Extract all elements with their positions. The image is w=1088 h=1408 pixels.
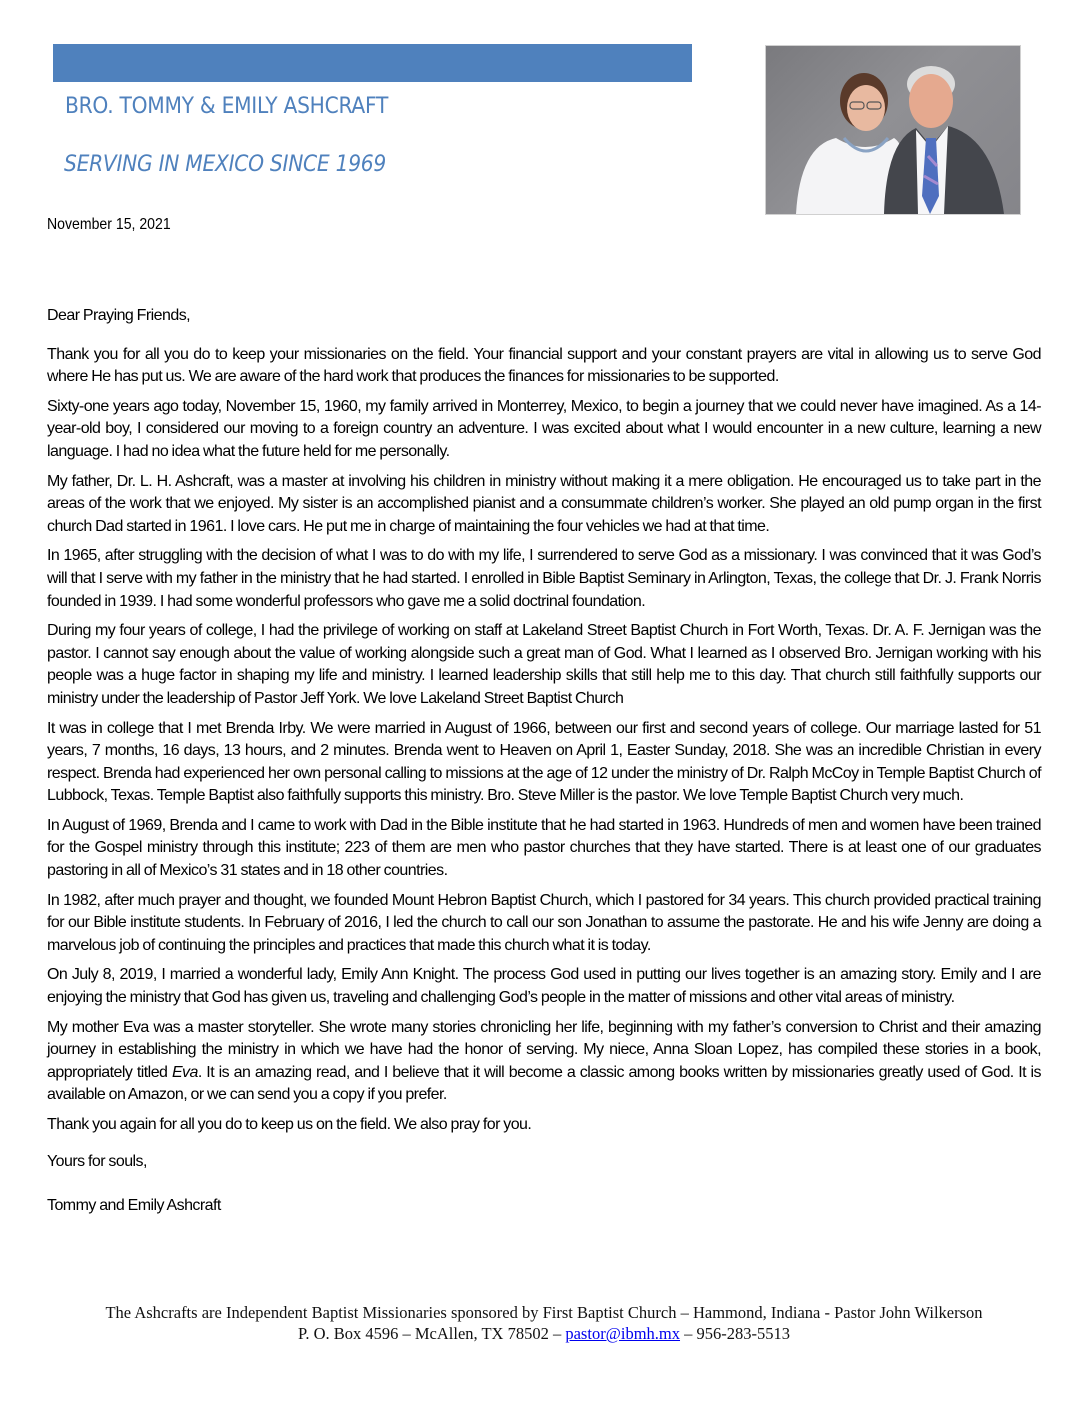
letter-final-paragraph: Thank you again for all you do to keep us on the field. We also pray for you.: [47, 1116, 532, 1133]
footer-contact-line: [0, 1323, 1088, 1344]
letter-paragraph: In 1965, after struggling with the decision of what I was to do with my life, I surrendered to serve God as a missionary. I was convinced that it was God’s will that I serve with my father in the ministry that he had started. I enrolled in Bible Baptist Seminary in Arlington, Texas, the college that Dr. J. Frank Norris founded in 1939. I had some wonderful professors who gave me a solid doctrinal foundation.: [47, 547, 1041, 610]
letter-paragraph: In August of 1969, Brenda and I came to work with Dad in the Bible institute that he had started in 1963. Hundreds of men and women have been trained for the Gospel ministry through this institute; 223 of them are men who pastor churches that they have started. There is at least one of our graduates pastoring in all of Mexico’s 31 states and in 18 other countries.: [47, 816, 1041, 880]
footer-email-link[interactable]: pastor@ibmh.mx: [565, 1324, 681, 1343]
footer: [0, 1302, 1088, 1344]
footer-phone: – 956-283-5513: [680, 1324, 791, 1343]
header-subtitle: SERVING IN MEXICO SINCE 1969: [64, 152, 386, 177]
letter-paragraph: During my four years of college, I had the privilege of working on staff at Lakeland Street Baptist Church in Fort Worth, Texas. Dr. A. F. Jernigan was the pastor. I cannot say enough about the value of working alongside such a great man of God. What I learned as I observed Bro. Jernigan working with his people was a huge factor in shaping my life and ministry. I learned leadership skills that still help me to this day. That church still faithfully supports our ministry under the leadership of Pastor Jeff York. We love Lakeland Street Baptist Church: [47, 622, 1041, 707]
letter-signature: Tommy and Emily Ashcraft: [47, 1197, 221, 1215]
letter-paragraph: On July 8, 2019, I married a wonderful lady, Emily Ann Knight. The process God used in putting our lives together is an amazing story. Emily and I are enjoying the ministry that God has given us, traveling and challenging God’s people in the matter of missions and other vital areas of ministry.: [47, 966, 1041, 1007]
letter-paragraph: Sixty-one years ago today, November 15, 1960, my family arrived in Monterrey, Mexico, to begin a journey that we could never have imagined. As a 14-year-old boy, I considered our moving to a foreign country an adventure. I was excited about what I would encounter in a new culture, learning a new language. I had no idea what the future held for me personally.: [47, 397, 1041, 460]
letter-closing: Yours for souls,: [47, 1152, 147, 1170]
header-color-bar: [53, 44, 692, 82]
book-title-eva: Eva: [171, 1063, 198, 1081]
footer-address: P. O. Box 4596 – McAllen, TX 78502 –: [297, 1324, 566, 1343]
letter-date: November 15, 2021: [47, 216, 171, 233]
letter-paragraph-eva-book: [47, 1017, 1041, 1107]
woman-face: [847, 85, 885, 131]
eva-paragraph-text-after: . It is an amazing read, and I believe that it will become a classic among books written by missionaries greatly used of God. It is available on Amazon, or we can send you a copy if you prefer.: [47, 1063, 1042, 1104]
header-title: BRO. TOMMY & EMILY ASHCRAFT: [65, 94, 389, 119]
letter-greeting: Dear Praying Friends,: [47, 307, 191, 324]
eva-paragraph-text-before: My mother Eva was a master storyteller. She wrote many stories chronicling her life, beginning with my father’s conversion to Christ and their amazing journey in establishing the ministry in which we have had the honor of serving. My niece, Anna Sloan Lopez, has compiled these stories in a book, appropriately titled: [47, 1018, 1041, 1081]
photo-illustration: [766, 46, 1020, 214]
letter-paragraph: My father, Dr. L. H. Ashcraft, was a master at involving his children in ministry without making it a mere obligation. He encouraged us to take part in the areas of the work that we enjoyed. My sister is an accomplished pianist and a consummate children’s worker. She played an old pump organ in the first church Dad started in 1961. I love cars. He put me in charge of maintaining the four vehicles we had at that time.: [47, 472, 1041, 535]
letter-body: [47, 305, 1041, 1225]
couple-photo: [765, 45, 1021, 215]
letter-paragraph: It was in college that I met Brenda Irby. We were married in August of 1966, between our first and second years of college. Our marriage lasted for 51 years, 7 months, 16 days, 13 hours, and 2 minutes. Brenda went to Heaven on April 1, Easter Sunday, 2018. She was an incredible Christian in every respect. Brenda had experienced her own personal calling to missions at the age of 12 under the ministry of Dr. Ralph McCoy in Temple Baptist Church of Lubbock, Texas. Temple Baptist also faithfully supports this ministry. Bro. Steve Miller is the pastor. We love Temple Baptist Church very much.: [47, 719, 1041, 805]
man-face: [909, 74, 953, 128]
letter-paragraph: Thank you for all you do to keep your missionaries on the field. Your financial support and your constant prayers are vital in allowing us to serve God where He has put us. We are aware of the hard work that produces the finances for missionaries to be supported.: [47, 345, 1041, 386]
footer-sponsor-line: The Ashcrafts are Independent Baptist Missionaries sponsored by First Baptist Church – Hammond, Indiana - Pastor John Wilkerson: [105, 1303, 983, 1322]
letter-paragraph: In 1982, after much prayer and thought, we founded Mount Hebron Baptist Church, which I pastored for 34 years. This church provided practical training for our Bible institute students. In February of 2016, I led the church to call our son Jonathan to assume the pastorate. He and his wife Jenny are doing a marvelous job of continuing the principles and practices that made this church what it is today.: [47, 891, 1041, 954]
